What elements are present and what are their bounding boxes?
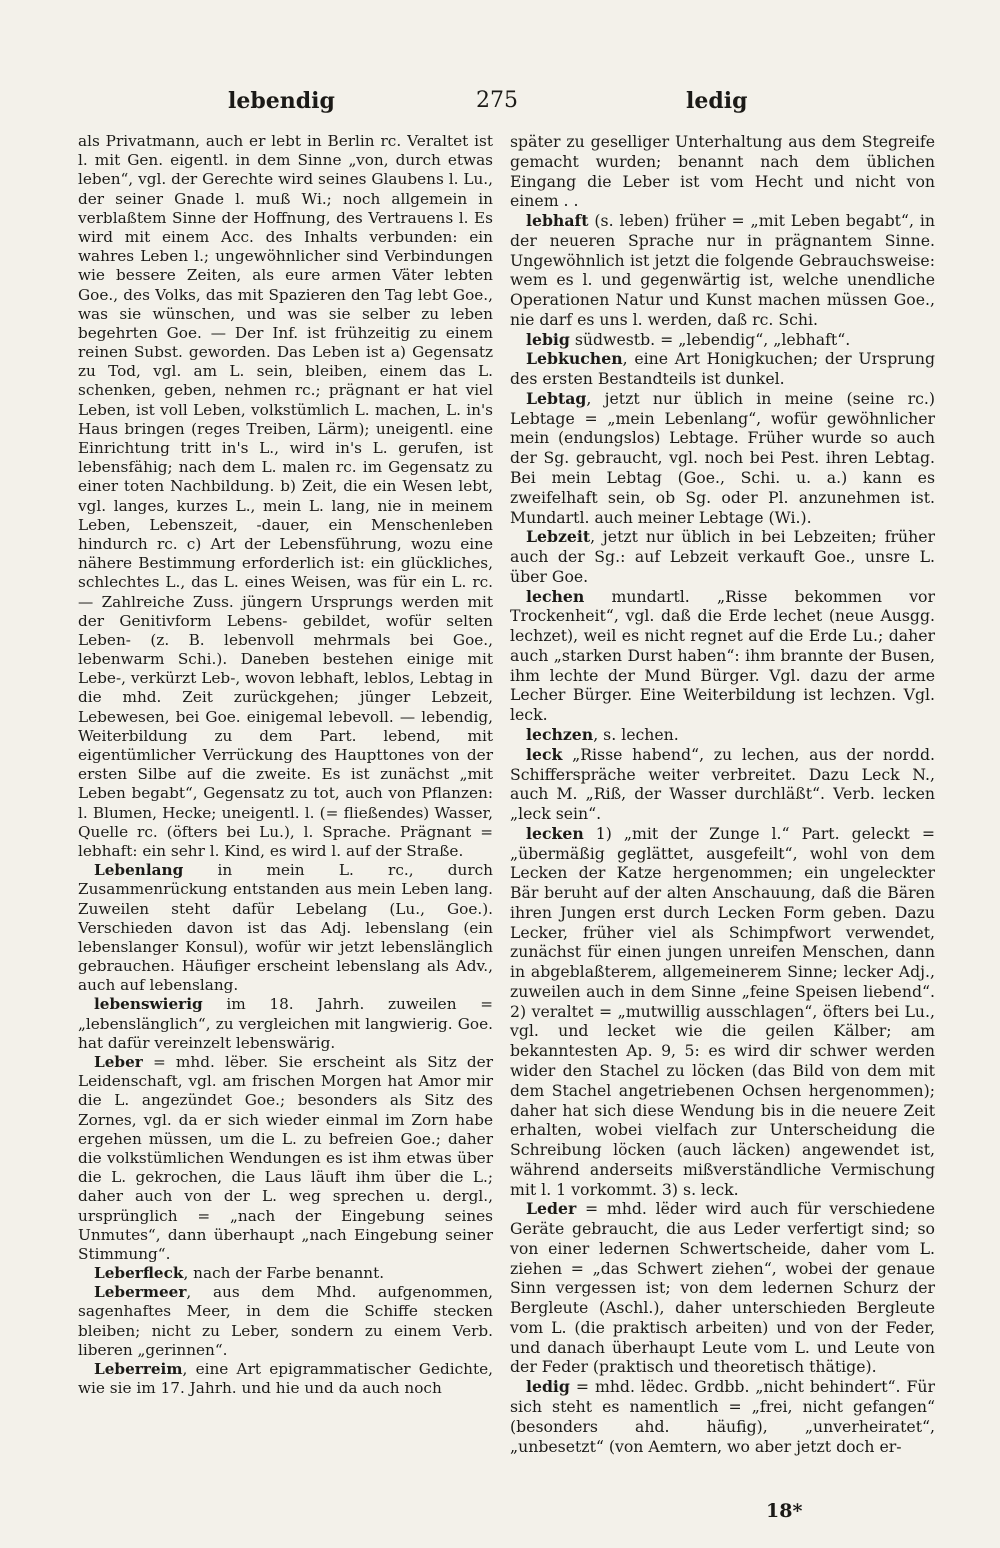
left-column — [78, 132, 493, 1398]
dictionary-entry — [510, 330, 935, 350]
entry-text: später zu geselliger Unterhaltung aus dem Stegreife gemacht wurden; benannt nach dem üblichen Eingang die Leber ist vom Hecht und nicht von einem . . — [510, 132, 935, 211]
entry-text: = mhd. lëdec. Grdbb. „nicht behindert“. Für sich steht es namentlich = „frei, nicht gefangen“ (besonders ahd. häufig), „unverheiratet“, „unbesetzt“ (von Aemtern, wo aber jetzt doch er- — [510, 1377, 935, 1456]
entry-text: als Privatmann, auch er lebt in Berlin rc. Veraltet ist l. mit Gen. eigentl. in dem Sinne „von, durch etwas leben“, vgl. der Gerechte wird seines Glaubens l. Lu., der seiner Gnade l. muß Wi.; noch allgemein in verblaßtem Sinne der Hoffnung, des Vertrauens l. Es wird mit einem Acc. des Inhalts verbunden: ein wahres Leben l.; ungewöhnlicher sind Verbindungen wie bessere Zeiten, als eure armen Väter lebten Goe., des Volks, das mit Spazieren den Tag lebt Goe., was sie wünschen, und was sie selber zu leben begehrten Goe. — Der Inf. ist frühzeitig zu einem reinen Subst. geworden. Das Leben ist a) Gegensatz zu Tod, vgl. am L. sein, bleiben, einem das L. schenken, geben, nehmen rc.; prägnant er hat viel Leben, ist voll Leben, volkstümlich L. machen, L. in's Haus bringen (reges Treiben, Lärm); uneigentl. eine Einrichtung tritt in's L., wird in's L. gerufen, ist lebensfähig; nach dem L. malen rc. im Gegensatz zu einer toten Nachbildung. b) Zeit, die ein Wesen lebt, vgl. langes, kurzes L., mein L. lang, nie in meinem Leben, Lebenszeit, -dauer, ein Menschenleben hindurch rc. c) Art der Lebensführung, wozu eine nähere Bestimmung erforderlich ist: ein glückliches, schlechtes L., das L. eines Weisen, was für ein L. rc. — Zahlreiche Zuss. jüngern Ursprungs werden mit der Genitivform Lebens- gebildet, wofür selten Leben- (z. B. lebenvoll mehrmals bei Goe., lebenwarm Schi.). Daneben bestehen einige mit Lebe-, verkürzt Leb-, wovon lebhaft, leblos, Lebtag in die mhd. Zeit zurückgehen; jünger Lebzeit, Lebewesen, bei Goe. einigemal lebevoll. — lebendig, Weiterbildung zu dem Part. lebend, mit eigentümlicher Verrückung des Haupttones von der ersten Silbe auf die zweite. Es ist zunächst „mit Leben begabt“, Gegensatz zu tot, auch von Pflanzen: l. Blumen, Hecke; uneigentl. l. (= fließendes) Wasser, Quelle rc. (öfters bei Lu.), l. Sprache. Prägnant = lebhaft: ein sehr l. Kind, es wird l. auf der Straße. — [78, 132, 493, 860]
page-number: 275 — [476, 88, 518, 113]
header-left-catchword: lebendig — [228, 88, 335, 114]
entry-headword: Lebtag — [526, 388, 587, 408]
entry-text: , s. lechen. — [593, 724, 679, 744]
entry-continuation — [510, 132, 935, 211]
entry-text: im 18. Jahrh. zuweilen = „lebenslänglich“, zu vergleichen mit langwierig. Goe. hat dafür vereinzelt lebenswärig. — [78, 995, 493, 1052]
entry-text: „Risse habend“, zu lechen, aus der nordd. Schifferspräche weiter verbreitet. Dazu Leck N., auch M. „Riß, der Wasser durchläßt“. Verb. lecken „leck sein“. — [510, 744, 935, 824]
dictionary-entry — [510, 1377, 935, 1456]
dictionary-entry — [510, 349, 935, 389]
entry-text: südwestb. = „lebendig“, „lebhaft“. — [569, 329, 851, 349]
dictionary-entry — [510, 725, 935, 745]
entry-continuation — [78, 132, 493, 861]
entry-text: , aus dem Mhd. aufgenommen, sagenhaftes Meer, in dem die Schiffe stecken bleiben; nicht zu Leber, sondern zu einem Verb. liberen „gerinnen“. — [78, 1283, 493, 1359]
entry-text: , eine Art Honigkuchen; der Ursprung des ersten Bestandteils ist dunkel. — [510, 349, 935, 389]
entry-headword: Leber — [94, 1053, 143, 1071]
entry-headword: Lebzeit — [526, 527, 591, 547]
dictionary-entry — [78, 1053, 493, 1264]
header-right-catchword: ledig — [686, 88, 748, 114]
entry-headword: ledig — [526, 1377, 570, 1397]
entry-headword: lebig — [526, 329, 570, 349]
entry-headword: Leberfleck — [94, 1264, 184, 1283]
dictionary-entry — [510, 527, 935, 586]
running-head — [0, 88, 1000, 122]
dictionary-entry — [78, 861, 493, 995]
dictionary-entry — [510, 824, 935, 1200]
entry-text: in mein L. rc., durch Zusammenrückung entstanden aus mein Leben lang. Zuweilen steht dafür Lebelang (Lu., Goe.). Verschieden davon ist das Adj. lebenslang (ein lebenslanger Konsul), wofür wir jetzt lebenslänglich gebrauchen. Häufiger erscheint lebenslang als Adv., auch auf lebenslang. — [78, 861, 493, 995]
right-column — [510, 132, 935, 1456]
entry-headword: Lebenlang — [94, 861, 184, 880]
entry-headword: lechen — [526, 586, 585, 606]
entry-text: = mhd. lëber. Sie erscheint als Sitz der Leidenschaft, vgl. am frischen Morgen hat Amor mir die L. angezündet Goe.; besonders als Sitz des Zornes, vgl. da er sich wieder einmal im Zorn habe ergehen müssen, um die L. zu befreien Goe.; daher die volkstümlichen Wendungen es ist ihm etwas über die L. gekrochen, die Laus läuft ihm über die L.; daher auch von der L. weg sprechen u. dergl., ursprünglich = „nach der Eingebung seines Unmutes“, dann überhaupt „nach Eingebung seiner Stimmung“. — [78, 1053, 493, 1263]
dictionary-entry — [510, 587, 935, 725]
dictionary-entry — [510, 1199, 935, 1377]
dictionary-entry — [510, 745, 935, 824]
entry-text: , jetzt nur üblich in meine (seine rc.) Lebtage = „mein Lebenlang“, wofür gewöhnlicher mein (endungslos) Lebtage. Früher wurde so auch der Sg. gebraucht, vgl. noch bei Pest. ihren Lebtag. Bei mein Lebtag (Goe., Schi. u. a.) kann es zweifelhaft sein, ob Sg. oder Pl. anzunehmen ist. Mundartl. auch meiner Lebtage (Wi.). — [510, 388, 935, 527]
dictionary-entry — [78, 1283, 493, 1360]
entry-headword: Lebermeer — [94, 1283, 187, 1302]
entry-text: , eine Art epigrammatischer Gedichte, wie sie im 17. Jahrh. und hie und da auch noch — [78, 1360, 493, 1398]
entry-headword: lebenswierig — [94, 995, 203, 1014]
entry-text: (s. leben) früher = „mit Leben begabt“, in der neueren Sprache nur in prägnantem Sinne. Ungewöhnlich ist jetzt die folgende Gebrauchsweise: wem es l. und gegenwärtig ist, welche unendliche Operationen Natur und Kunst machen müssen Goe., nie darf es uns l. werden, daß rc. Schi. — [510, 211, 935, 329]
dictionary-entry — [78, 1360, 493, 1398]
entry-headword: Lebkuchen — [526, 349, 623, 369]
dictionary-entry — [78, 995, 493, 1053]
signature-mark: 18* — [766, 1500, 803, 1522]
entry-text: , nach der Farbe benannt. — [183, 1264, 385, 1283]
entry-text: 1) „mit der Zunge l.“ Part. geleckt = „übermäßig geglättet, ausgefeilt“, wohl von dem Lecken der Katze hergenommen; ein ungeleckter Bär beruht auf der alten Anschauung, daß die Bären ihren Jungen erst durch Lecken Form geben. Dazu Lecker, früher viel als Schimpfwort verwendet, zunächst für einen jungen unreifen Menschen, dann in abgeblaßterem, allgemeinerem Sinne; lecker Adj., zuweilen auch in dem Sinne „feine Speisen liebend“. 2) veraltet = „mutwillig ausschlagen“, öfters bei Lu., vgl. und lecket wie die geilen Kälber; am bekanntesten Ap. 9, 5: es wird dir schwer werden wider den Stachel zu löcken (das Bild von dem mit dem Stachel angetriebenen Ochsen hergenommen); daher hat sich diese Wendung bis in die neuere Zeit erhalten, wobei vielfach zur Unterscheidung die Schreibung löcken (auch läcken) angewendet ist, während anderseits mißverständliche Vermischung mit l. 1 vorkommt. 3) s. leck. — [510, 823, 935, 1199]
entry-headword: lecken — [526, 823, 584, 843]
entry-text: mundartl. „Risse bekommen vor Trockenheit“, vgl. daß die Erde lechet (neue Ausgg. lechzet), weil es nicht regnet auf die Erde Lu.; daher auch „starken Durst haben“: ihm brannte der Busen, ihm lechte der Mund Bürger. Vgl. dazu der arme Lecher Bürger. Eine Weiterbildung ist lechzen. Vgl. leck. — [510, 586, 935, 725]
dictionary-entry — [510, 389, 935, 527]
entry-text: = mhd. lëder wird auch für verschiedene Geräte gebraucht, die aus Leder verfertigt sind; so von einer ledernen Schwertscheide, daher vom L. ziehen = „das Schwert ziehen“, wobei der genaue Sinn vergessen ist; von dem ledernen Schurz der Bergleute (Aschl.), daher unterschieden Bergleute vom L. (die praktisch arbeiten) und von der Feder, und danach überhaupt Leute vom L. und Leute von der Feder (praktisch und theoretisch thätige). — [510, 1199, 935, 1377]
entry-headword: lebhaft — [526, 211, 589, 231]
dictionary-entry — [78, 1264, 493, 1283]
entry-headword: Leder — [526, 1199, 577, 1219]
entry-text: , jetzt nur üblich in bei Lebzeiten; früher auch der Sg.: auf Lebzeit verkauft Goe., unsre L. über Goe. — [510, 527, 935, 586]
entry-headword: leck — [526, 744, 563, 764]
entry-headword: lechzen — [526, 724, 594, 744]
entry-headword: Leberreim — [94, 1360, 183, 1378]
dictionary-entry — [510, 211, 935, 330]
